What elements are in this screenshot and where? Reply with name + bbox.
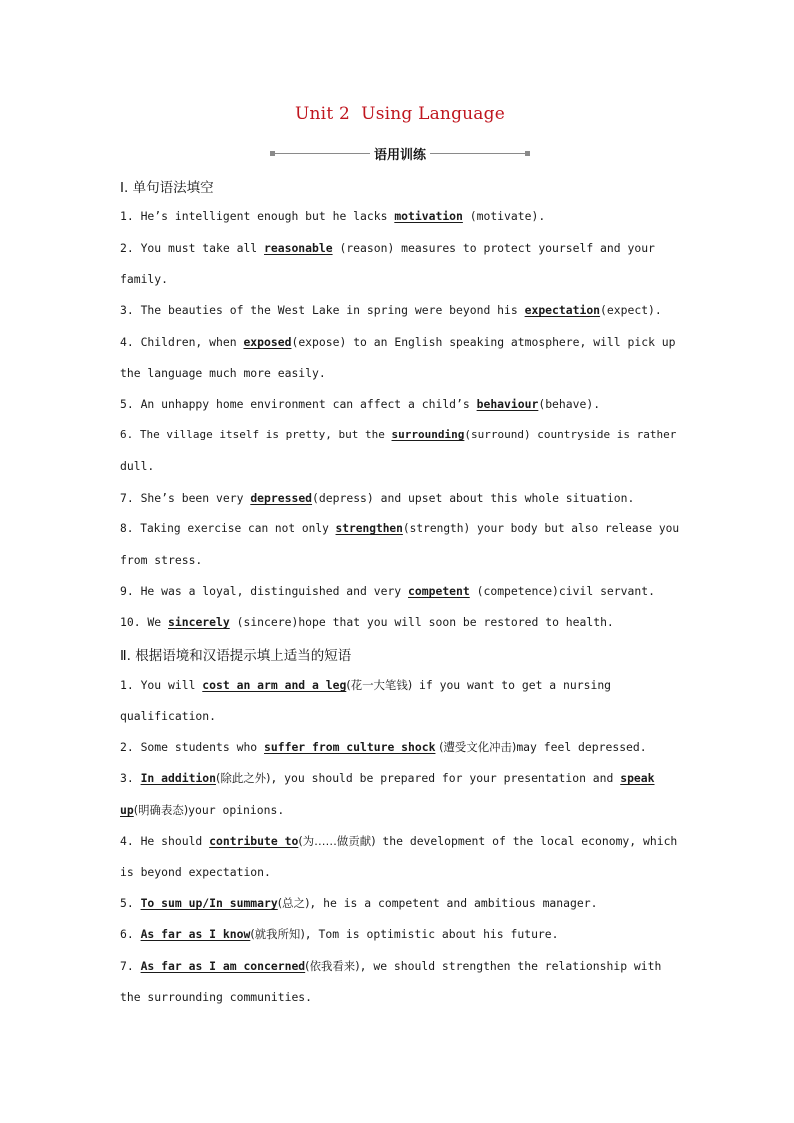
exercise-line: 2. Some students who suffer from culture shock (遭受文化冲击)may feel depressed. bbox=[120, 740, 647, 754]
answer: suffer from culture shock bbox=[264, 740, 436, 754]
answer: speak bbox=[620, 771, 655, 785]
chinese-hint: (除此之外) bbox=[216, 771, 271, 785]
answer: In addition bbox=[140, 771, 217, 785]
exercise-line: 8. Taking exercise can not only strengthen(strength) your body but also release you bbox=[120, 522, 680, 535]
answer: motivation bbox=[394, 209, 463, 223]
chinese-hint: (花一大笔钱) bbox=[346, 678, 413, 692]
exercise-line-cont: is beyond expectation. bbox=[120, 865, 271, 879]
answer: surrounding bbox=[391, 428, 465, 441]
answer: As far as I am concerned bbox=[140, 959, 306, 973]
exercise-line-cont: qualification. bbox=[120, 709, 217, 723]
chinese-hint: (就我所知) bbox=[250, 927, 305, 941]
exercise-line: 6. The village itself is pretty, but the surrounding(surround) countryside is rather bbox=[120, 428, 677, 441]
page-title: Unit 2 Using Language bbox=[295, 104, 505, 124]
subtitle-banner bbox=[270, 143, 530, 163]
exercise-line-cont: family. bbox=[120, 272, 169, 286]
exercise-line: 5. To sum up/In summary(总之), he is a competent and ambitious manager. bbox=[120, 896, 598, 910]
exercise-line: 4. He should contribute to(为……做贡献) the development of the local economy, which bbox=[120, 834, 678, 848]
answer: As far as I know bbox=[140, 927, 251, 941]
chinese-hint: (遭受文化冲击) bbox=[435, 740, 517, 754]
answer: To sum up/In summary bbox=[140, 896, 278, 910]
answer: competent bbox=[408, 584, 470, 598]
answer: behaviour bbox=[476, 397, 539, 411]
subtitle-rule-right bbox=[430, 153, 530, 154]
exercise-line: 6. As far as I know(就我所知), Tom is optimistic about his future. bbox=[120, 927, 559, 941]
answer: contribute to bbox=[209, 834, 299, 848]
subtitle-rule-left bbox=[270, 153, 370, 154]
exercise-line: 1. You will cost an arm and a leg(花一大笔钱) if you want to get a nursing bbox=[120, 678, 612, 692]
exercise-line-cont: from stress. bbox=[120, 553, 203, 567]
answer: reasonable bbox=[264, 241, 333, 255]
answer: expectation bbox=[524, 303, 601, 317]
exercise-line: 10. We sincerely (sincere)hope that you will soon be restored to health. bbox=[120, 615, 614, 629]
exercise-line: 1. He’s intelligent enough but he lacks motivation (motivate). bbox=[120, 209, 546, 223]
chinese-hint: (依我看来) bbox=[305, 959, 360, 973]
answer: sincerely bbox=[168, 615, 230, 629]
exercise-line: 5. An unhappy home environment can affect a child’s behaviour(behave). bbox=[120, 397, 601, 411]
answer: exposed bbox=[243, 335, 292, 349]
answer: cost an arm and a leg bbox=[202, 678, 347, 692]
exercise-line: 2. You must take all reasonable (reason) measures to protect yourself and your bbox=[120, 241, 655, 255]
answer: strengthen bbox=[335, 522, 403, 535]
chinese-hint: (为……做贡献) bbox=[298, 834, 376, 848]
subtitle: 语用训练 bbox=[374, 147, 427, 163]
exercise-line: 9. He was a loyal, distinguished and very competent (competence)civil servant. bbox=[120, 584, 655, 598]
exercise-line: 7. As far as I am concerned(依我看来), we should strengthen the relationship with bbox=[120, 959, 662, 973]
exercise-line: 7. She’s been very depressed(depress) and upset about this whole situation. bbox=[120, 491, 635, 505]
exercise-line: 3. The beauties of the West Lake in spring were beyond his expectation(expect). bbox=[120, 303, 662, 317]
exercise-line: 3. In addition(除此之外), you should be prepared for your presentation and speak bbox=[120, 771, 655, 785]
section-heading-1: Ⅰ. 单句语法填空 bbox=[120, 180, 214, 196]
exercise-line: 4. Children, when exposed(expose) to an English speaking atmosphere, will pick up bbox=[120, 335, 676, 349]
section-heading-2: Ⅱ. 根据语境和汉语提示填上适当的短语 bbox=[120, 648, 352, 664]
chinese-hint: (总之) bbox=[277, 896, 310, 910]
exercise-line-cont: up(明确表态)your opinions. bbox=[120, 803, 285, 817]
answer: depressed bbox=[250, 491, 313, 505]
exercise-line-cont: the surrounding communities. bbox=[120, 990, 313, 1004]
exercise-line-cont: dull. bbox=[120, 459, 155, 473]
chinese-hint: (明确表态) bbox=[133, 803, 189, 817]
answer: up bbox=[120, 803, 134, 817]
exercise-line-cont: the language much more easily. bbox=[120, 366, 326, 380]
